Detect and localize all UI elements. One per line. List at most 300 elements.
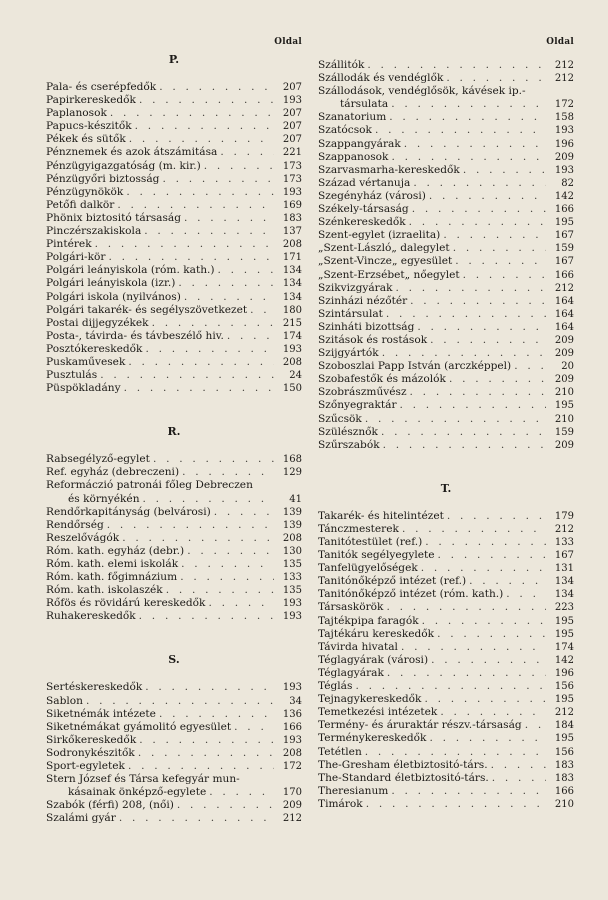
dot-leader — [503, 588, 546, 601]
index-page-number: 209 — [554, 374, 574, 386]
index-entry-text: Társaskörök — [318, 601, 384, 614]
dot-leader — [419, 615, 546, 628]
index-page-number: 183 — [554, 759, 574, 771]
dot-leader — [121, 382, 274, 395]
index-entry — [46, 571, 302, 584]
index-entry — [318, 282, 574, 295]
index-page-number: 137 — [282, 226, 302, 238]
dot-leader — [488, 759, 546, 772]
index-entry — [46, 81, 302, 94]
index-entry — [318, 242, 574, 255]
index-entry-text: Terménykereskedők — [318, 732, 427, 745]
index-entry — [46, 545, 302, 558]
index-entry — [318, 732, 574, 745]
index-entry — [46, 317, 302, 330]
index-entry-text: Szűrszabók — [318, 438, 380, 451]
index-entry-text: Theresianum — [318, 784, 389, 797]
index-page-number: 158 — [554, 112, 574, 124]
index-entry-text: Tanitótestület (ref.) — [318, 536, 423, 548]
dot-leader — [434, 628, 546, 641]
dot-leader — [231, 721, 274, 734]
index-entry-text: és környékén — [68, 492, 140, 505]
index-entry-text: Szobrászművész — [318, 386, 407, 399]
dot-leader — [141, 225, 274, 238]
index-entry-text: Sirkőkereskedők — [46, 733, 137, 746]
section-letter-heading: R. — [167, 425, 181, 439]
index-entry-text: Papucs-készitők — [46, 120, 132, 133]
index-entry-text: Szalámi gyár — [46, 812, 116, 825]
index-page-number: 156 — [554, 681, 574, 693]
index-entry — [318, 426, 574, 439]
index-entry-text: Szegényház (városi) — [318, 189, 426, 202]
index-page-number: 208 — [282, 239, 302, 251]
dot-leader — [446, 373, 546, 386]
index-page-number: 142 — [554, 654, 574, 666]
index-entry-text: Szintársulat — [318, 307, 383, 320]
index-entry — [318, 269, 574, 282]
index-entry — [46, 264, 302, 277]
dot-leader — [407, 386, 546, 399]
index-entry-text: Távirda hivatal — [318, 640, 398, 653]
dot-leader — [380, 439, 546, 452]
index-entry-text: Téglagyárak — [318, 666, 384, 679]
dot-leader — [132, 120, 274, 133]
dot-leader — [460, 269, 546, 282]
index-page-number: 179 — [554, 510, 574, 522]
index-entry — [318, 628, 574, 641]
index-entry — [318, 588, 574, 601]
index-page-number: 174 — [282, 330, 302, 342]
index-entry-text: Phönix biztositó társaság — [46, 211, 182, 224]
index-entry-text: Tajtékpipa faragók — [318, 614, 419, 627]
dot-leader — [83, 695, 274, 708]
index-entry — [46, 532, 302, 545]
index-entry — [46, 786, 302, 799]
index-entry-text: Pusztulás — [46, 369, 98, 382]
index-entry-text: Pénzügyigazgatóság (m. kir.) — [46, 159, 201, 172]
index-entry-text: Sertéskereskedők — [46, 681, 143, 694]
dot-leader — [178, 558, 274, 571]
index-entry-text: Paplanosok — [46, 107, 107, 120]
dot-leader — [211, 506, 274, 519]
dot-leader — [363, 798, 546, 811]
index-page-number: 159 — [554, 243, 574, 255]
index-entry — [46, 94, 302, 107]
index-entry — [318, 641, 574, 654]
dot-leader — [156, 708, 274, 721]
dot-leader — [426, 190, 546, 203]
index-page-number: 166 — [554, 204, 574, 216]
index-page-number: 212 — [282, 813, 302, 825]
dot-leader — [215, 264, 274, 277]
index-entry-text: Polgári takarék- és segélyszövetkezet — [46, 303, 248, 316]
index-entry-text: Temetkezési intézetek — [318, 706, 438, 719]
index-entry-text: Szállodások, vendéglősök, kávések ip.- — [318, 85, 526, 98]
index-page-number: 221 — [282, 147, 302, 159]
dot-leader — [409, 203, 546, 216]
index-entry — [318, 308, 574, 321]
index-page-number: 195 — [554, 694, 574, 706]
index-entry — [318, 151, 574, 164]
index-entry-text: Szitások és rostások — [318, 333, 428, 346]
index-page-number: 208 — [282, 532, 302, 544]
index-page-number: 183 — [282, 212, 302, 224]
index-entry-text: Petőfi dalkör — [46, 198, 115, 211]
index-entry — [318, 615, 574, 628]
index-entry — [318, 549, 574, 562]
index-page-number: 195 — [554, 733, 574, 745]
dot-leader — [119, 532, 274, 545]
index-entry — [318, 216, 574, 229]
index-page-number: 139 — [282, 519, 302, 531]
index-page-number: 193 — [282, 343, 302, 355]
index-entry — [46, 760, 302, 773]
index-entry — [46, 584, 302, 597]
index-entry — [318, 321, 574, 334]
index-entry-text: Stern József és Társa kefegyár mun- — [46, 773, 240, 786]
page-column-header: Oldal — [546, 37, 574, 47]
index-entry-text: Szabók (férfi) 208, (női) — [46, 799, 174, 812]
index-page-number: 172 — [554, 99, 574, 111]
dot-leader — [406, 216, 546, 229]
index-page-number: 184 — [554, 720, 574, 732]
index-page-number: 209 — [554, 334, 574, 346]
index-entry-text: Szobafestők és mázolók — [318, 373, 446, 386]
index-entry — [318, 59, 574, 72]
index-page-number: 142 — [554, 190, 574, 202]
index-entry-text: Polgári leányiskola (izr.) — [46, 277, 176, 290]
index-entry — [46, 199, 302, 212]
index-entry-text: Szappangyárak — [318, 137, 401, 150]
section-letter-heading: P. — [168, 53, 180, 66]
index-entry — [46, 343, 302, 356]
index-entry-text: Szijgyártók — [318, 347, 379, 360]
index-entry — [318, 347, 574, 360]
index-entry — [318, 706, 574, 719]
index-entry-text: Tanitónőképző intézet (ref.) — [318, 575, 467, 588]
index-page-number: 130 — [282, 545, 302, 557]
index-page-number: 166 — [282, 721, 302, 733]
index-entry-text: kásainak önképző-egylete — [68, 786, 207, 799]
index-entry-text: Rabsegélyző-egylet — [46, 453, 150, 466]
index-entry — [46, 212, 302, 225]
index-entry-text: Reszelővágók — [46, 531, 120, 544]
dot-leader — [466, 575, 546, 588]
index-page-number: 207 — [282, 82, 302, 93]
index-entry-text: Polgári leányiskola (róm. kath.) — [46, 264, 215, 277]
index-page-number: 168 — [282, 454, 302, 466]
index-entry — [46, 133, 302, 146]
dot-leader — [181, 291, 274, 304]
index-entry-text: Sodronykészitők — [46, 746, 135, 759]
index-page-number: 196 — [554, 138, 574, 150]
index-entry — [318, 746, 574, 759]
index-entry — [318, 399, 574, 412]
index-entry-text: Puskaművesek — [46, 355, 126, 368]
dot-leader — [378, 426, 546, 439]
index-entry-text: Polgári iskola (nyilvános) — [46, 290, 181, 303]
index-page-number: 135 — [282, 559, 302, 570]
dot-leader — [437, 706, 546, 719]
index-entry-text: Róm. kath. elemi iskolák — [46, 558, 179, 570]
index-entry — [46, 799, 302, 812]
dot-leader — [142, 343, 274, 356]
index-entry — [318, 72, 574, 85]
index-entry-text: Sablon — [46, 694, 83, 707]
index-page-number: 223 — [554, 602, 574, 614]
dot-leader — [407, 295, 546, 308]
index-entry-text: Takarék- és hitelintézet — [318, 509, 444, 522]
dot-leader — [421, 693, 546, 706]
dot-leader — [97, 369, 274, 382]
index-entry-text: „Szent-Vincze„ egyesület — [318, 255, 453, 268]
index-page-number: 134 — [282, 278, 302, 290]
index-entry — [318, 386, 574, 399]
index-page-number: 195 — [554, 615, 574, 627]
index-page-number: 195 — [554, 628, 574, 640]
index-entry-text: Szénkereskedők — [318, 216, 406, 229]
dot-leader — [163, 584, 274, 597]
index-entry — [318, 510, 574, 523]
index-entry — [46, 277, 302, 290]
index-page-number: 209 — [554, 151, 574, 163]
index-entry — [318, 98, 574, 111]
dot-leader — [522, 719, 546, 732]
dot-leader — [156, 81, 274, 94]
dot-leader — [379, 347, 546, 360]
index-page-number: 172 — [282, 761, 302, 773]
index-entry-text: The-Standard életbiztositó-társ. — [318, 771, 489, 784]
index-page-number: 193 — [282, 95, 302, 107]
index-entry — [318, 523, 574, 536]
dot-leader — [179, 466, 274, 479]
index-page-number: 193 — [282, 186, 302, 198]
index-page-number: 173 — [282, 160, 302, 172]
index-entry — [46, 251, 302, 264]
index-page-number: 167 — [554, 550, 574, 562]
left-index-column — [46, 36, 302, 826]
index-page-number: 193 — [282, 598, 302, 610]
dot-leader — [205, 597, 274, 610]
index-entry-text: Pénzügyőri biztosság — [46, 172, 160, 185]
index-entry — [46, 160, 302, 173]
dot-leader — [123, 186, 274, 199]
index-page-number: 134 — [282, 265, 302, 277]
dot-leader — [114, 199, 274, 212]
index-entry — [318, 111, 574, 124]
index-entry-text: Pénzügynökök — [46, 185, 124, 198]
dot-leader — [392, 282, 546, 295]
index-page-number: 210 — [554, 387, 574, 399]
dot-leader — [388, 98, 546, 111]
dot-leader — [372, 124, 546, 137]
index-entry-text: Téglagyárak (városi) — [318, 653, 429, 666]
index-page-number: 183 — [554, 772, 574, 784]
index-page-number: 170 — [282, 787, 302, 799]
index-entry — [318, 373, 574, 386]
index-entry-text: Postai dijjegyzékek — [46, 316, 149, 329]
dot-leader — [383, 601, 546, 614]
index-entry-text: Reformáczió patronái főleg Debreczen — [46, 479, 253, 492]
index-entry-text: Tejnagykereskedők — [318, 693, 422, 706]
index-page-number: 166 — [554, 785, 574, 797]
index-entry-text: The-Gresham életbiztositó-társ. — [318, 758, 488, 771]
dot-leader — [383, 308, 546, 321]
index-entry — [46, 120, 302, 133]
dot-leader — [386, 111, 546, 124]
index-entry-text: „Szent-Erzsébet„ nőegylet — [318, 268, 460, 281]
index-page-number: 173 — [282, 173, 302, 185]
index-entry — [318, 203, 574, 216]
dot-leader — [105, 251, 274, 264]
dot-leader — [107, 107, 274, 120]
index-entry-text: Szinháti bizottság — [318, 320, 415, 333]
index-entry-text: Püspökladány — [46, 382, 121, 395]
dot-leader — [217, 146, 274, 159]
index-entry — [46, 225, 302, 238]
index-page-number: 133 — [554, 537, 574, 548]
index-page-number: 195 — [554, 217, 574, 229]
dot-leader — [364, 59, 546, 72]
dot-leader — [201, 160, 274, 173]
index-page-number: 193 — [554, 125, 574, 137]
index-entry — [318, 680, 574, 693]
dot-leader — [175, 277, 274, 290]
index-entry-text: Szatócsok — [318, 124, 372, 137]
index-entry-text: Róm. kath. egyház (debr.) — [46, 544, 185, 557]
index-page-number: 166 — [554, 269, 574, 281]
dot-leader — [443, 72, 546, 85]
index-entry — [318, 255, 574, 268]
index-entry-text: Ruhakereskedők — [46, 610, 136, 623]
index-page-number: 82 — [561, 177, 574, 189]
index-page-number: 193 — [282, 734, 302, 746]
index-page-number: 195 — [554, 400, 574, 412]
dot-leader — [426, 732, 546, 745]
dot-leader — [206, 786, 274, 799]
index-page-number: 209 — [554, 348, 574, 360]
index-entry — [318, 785, 574, 798]
dot-leader — [362, 746, 546, 759]
dot-leader — [452, 255, 546, 268]
index-page-number: 210 — [554, 413, 574, 425]
index-entry-text: Róm. kath. főgimnázium — [46, 571, 178, 584]
dot-leader — [135, 747, 274, 760]
index-entry — [46, 558, 302, 571]
dot-leader — [414, 321, 546, 334]
index-entry — [318, 693, 574, 706]
index-entry — [318, 575, 574, 588]
page-column-header: Oldal — [274, 37, 302, 47]
dot-leader — [399, 523, 546, 536]
dot-leader — [511, 360, 546, 373]
right-index-column — [318, 36, 574, 811]
index-entry — [318, 772, 574, 785]
dot-leader — [125, 760, 274, 773]
index-entry — [46, 453, 302, 466]
index-entry-text: Székely-társaság — [318, 203, 409, 216]
index-entry-text: „Szent-László„ dalegylet — [318, 242, 450, 255]
index-page-number: 208 — [282, 747, 302, 759]
index-page-number: 20 — [561, 361, 574, 373]
index-entry — [46, 519, 302, 532]
dot-leader — [388, 785, 546, 798]
index-page-number: 167 — [554, 256, 574, 268]
index-entry — [318, 798, 574, 811]
index-entry-text: Posta-, távirda- és távbeszélő hiv. — [46, 329, 224, 342]
index-entry-text: Tajtékáru kereskedők — [318, 627, 435, 640]
dot-leader — [398, 641, 546, 654]
dot-leader — [159, 173, 274, 186]
index-page-number: 131 — [554, 563, 574, 575]
index-entry-text: Szőnyegraktár — [318, 399, 397, 412]
index-page-number: 24 — [289, 370, 302, 382]
dot-leader — [136, 610, 274, 623]
index-page-number: 212 — [554, 523, 574, 535]
dot-leader — [136, 734, 274, 747]
index-entry-text: Szállitók — [318, 59, 365, 71]
index-entry — [318, 439, 574, 452]
dot-leader — [489, 772, 546, 785]
index-entry — [318, 413, 574, 426]
dot-leader — [224, 330, 274, 343]
index-entry-text: Posztókereskedők — [46, 342, 143, 355]
index-page-number: 207 — [282, 121, 302, 133]
index-entry — [318, 562, 574, 575]
index-entry-text: Szent-egylet (izraelita) — [318, 229, 441, 242]
dot-leader — [92, 238, 274, 251]
section-letter-heading: T. — [440, 481, 452, 495]
index-entry — [318, 601, 574, 614]
index-entry — [318, 334, 574, 347]
dot-leader — [140, 493, 274, 506]
dot-leader — [142, 681, 274, 694]
index-page-number: 150 — [282, 383, 302, 395]
dot-leader — [384, 667, 546, 680]
index-entry-text: Róm. kath. iskolaszék — [46, 584, 163, 597]
index-entry — [46, 747, 302, 760]
index-page-number: 212 — [554, 73, 574, 85]
index-page-number: 167 — [554, 230, 574, 242]
index-page-number: 193 — [282, 682, 302, 694]
index-entry-text: Szűcsök — [318, 412, 362, 425]
index-entry — [46, 708, 302, 721]
dot-leader — [435, 549, 546, 562]
dot-leader — [422, 536, 546, 549]
dot-leader — [450, 242, 546, 255]
index-entry — [46, 330, 302, 343]
index-page-number: 180 — [282, 304, 302, 316]
dot-leader — [410, 177, 546, 190]
index-entry — [46, 146, 302, 159]
index-page-number: 136 — [282, 708, 302, 720]
dot-leader — [177, 571, 274, 584]
index-page-number: 156 — [554, 746, 574, 758]
index-entry — [46, 695, 302, 708]
dot-leader — [150, 453, 274, 466]
index-entry — [318, 295, 574, 308]
index-entry-text: Pintérek — [46, 238, 92, 251]
index-entry-text: Tanitónőképző intézet (róm. kath.) — [318, 588, 504, 601]
index-entry — [46, 812, 302, 825]
index-entry-text: társulata — [340, 98, 389, 111]
index-entry-text: Polgári-kör — [46, 251, 106, 264]
dot-leader — [181, 212, 274, 225]
index-entry-text: Szikvizgyárak — [318, 281, 393, 294]
index-entry — [46, 734, 302, 747]
index-page-number: 159 — [554, 426, 574, 438]
index-page-number: 164 — [554, 321, 574, 333]
